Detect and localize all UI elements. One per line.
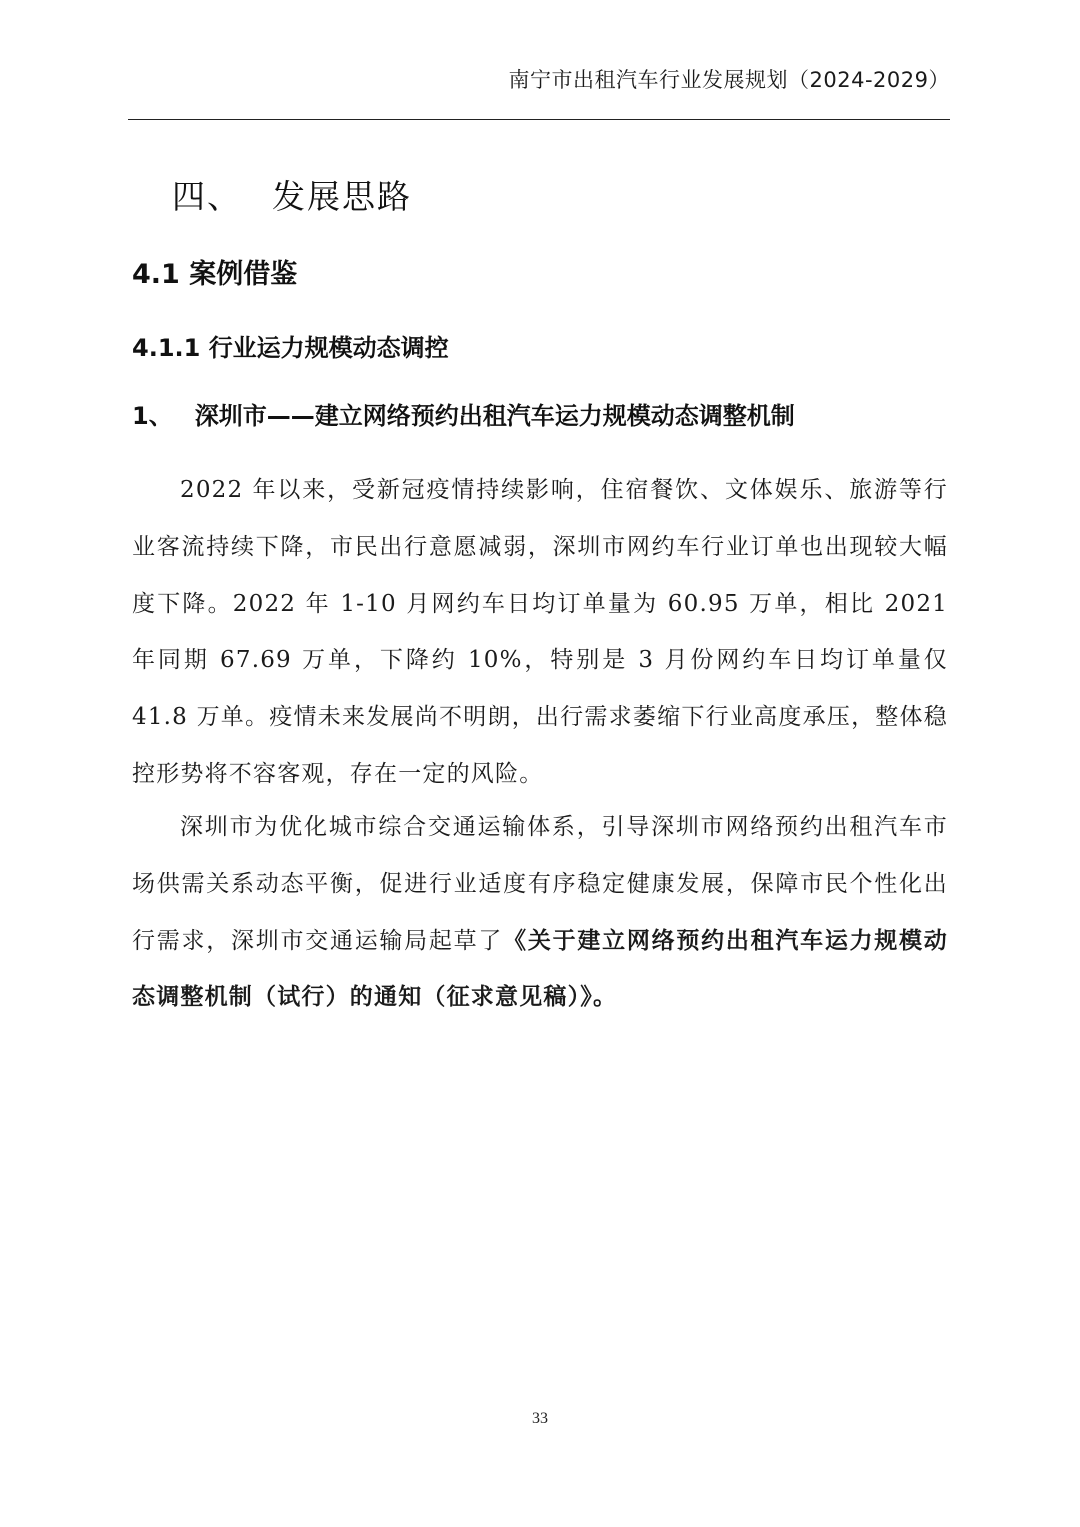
header-rule bbox=[128, 119, 950, 120]
chapter-heading bbox=[172, 174, 412, 220]
running-header: 南宁市出租汽车行业发展规划（2024-2029） bbox=[508, 68, 950, 92]
chapter-number: 四、 bbox=[172, 177, 242, 216]
case-heading bbox=[132, 398, 795, 434]
case-number: 1、 bbox=[132, 402, 173, 430]
policy-document-reference: 《关于建立网络预约出租汽车运力规模动态调整机制（试行）的通知（征求意见稿）》。 bbox=[132, 927, 948, 1011]
paragraph-2-lead: 深圳市为优化城市综合交通运输体系，引导深圳市网络预约出租汽车市场供需关系动态平衡，促进行业适度有序稳定健康发展，保障市民个性化出行需求，深圳市交通运输局起草了 bbox=[132, 814, 948, 954]
page-number: 33 bbox=[532, 1410, 548, 1427]
chapter-title: 发展思路 bbox=[272, 177, 412, 216]
section-heading: 4.1 案例借鉴 bbox=[132, 259, 298, 290]
body-paragraph-1: 2022 年以来，受新冠疫情持续影响，住宿餐饮、文体娱乐、旅游等行业客流持续下降，市民出行意愿减弱，深圳市网约车行业订单也出现较大幅度下降。2022 年 1-10 月网约车日均订单量为 60.95 万单，相比 2021 年同期 67.69 万单，下降约 10%，特别是 3 月份网约车日均订单量仅 41.8 万单。疫情未来发展尚不明朗，出行需求萎缩下行业高度承压，整体稳控形势将不容客观，存在一定的风险。 bbox=[132, 477, 948, 787]
subsection-heading: 4.1.1 行业运力规模动态调控 bbox=[132, 334, 449, 362]
body-paragraph-2 bbox=[132, 799, 948, 1026]
case-title: 深圳市——建立网络预约出租汽车运力规模动态调整机制 bbox=[194, 402, 795, 430]
